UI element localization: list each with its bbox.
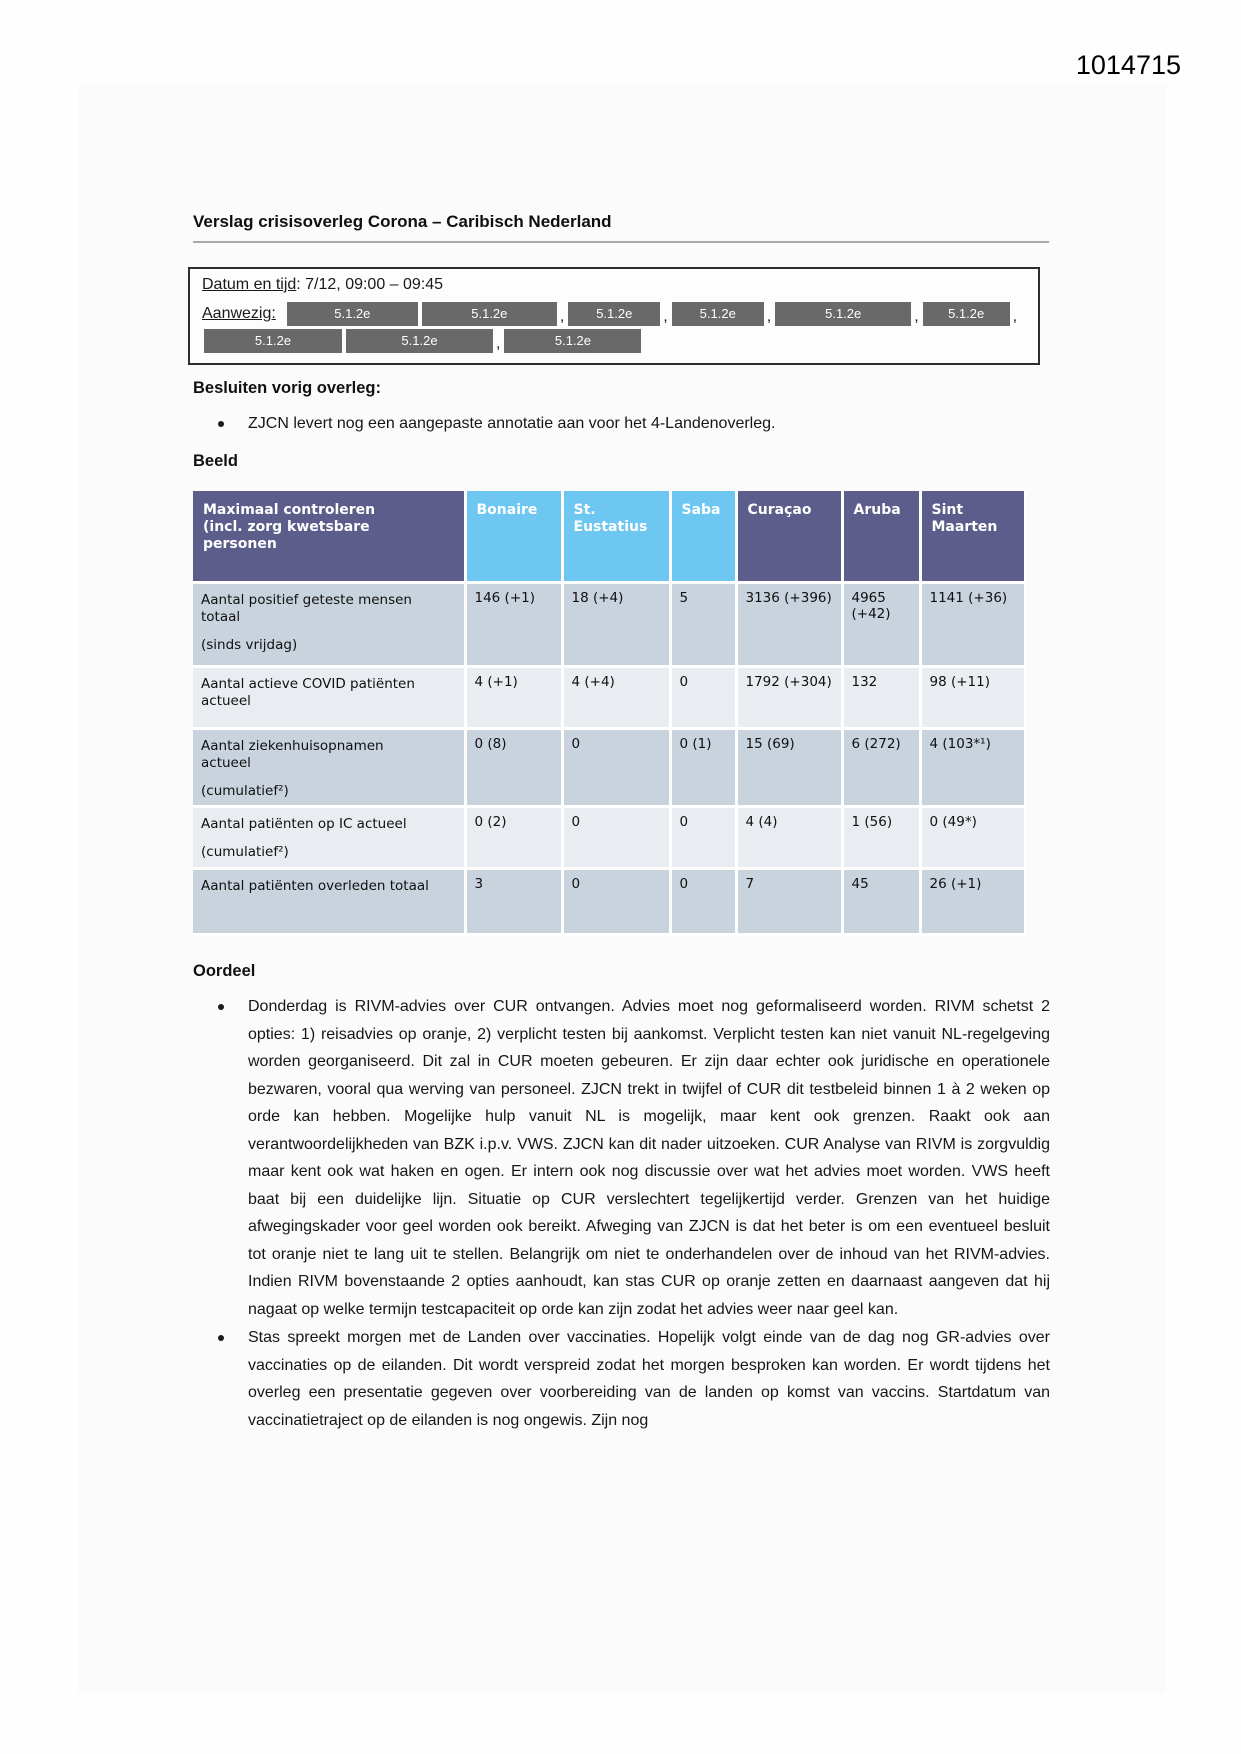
datum-value: : 7/12, 09:00 – 09:45 [296, 276, 444, 293]
oordeel-heading: Oordeel [193, 962, 256, 980]
value-cell: 0 [562, 869, 670, 935]
aanwezig-row-2 [202, 329, 1026, 353]
value-cell: 15 (69) [736, 729, 842, 807]
header-cell-saba: Saba [670, 491, 736, 583]
row-label: Aantal actieve COVID patiënten actueel [201, 676, 415, 709]
value-cell: 3 [465, 869, 562, 935]
table-row-overleden [193, 869, 1025, 935]
row-label: Aantal positief geteste mensen totaal [201, 592, 412, 625]
row-label-sub: (cumulatief²) [201, 783, 289, 799]
redaction-box: 5.1.2e [923, 302, 1010, 326]
value-cell: 98 (+11) [920, 667, 1025, 729]
label-cell [193, 583, 465, 667]
redaction-box: 5.1.2e [346, 329, 493, 353]
bullet-item [193, 410, 1050, 438]
header-cell-maximaal [193, 491, 465, 583]
value-cell: 0 (1) [670, 729, 736, 807]
separator: , [496, 335, 501, 352]
redaction-box: 5.1.2e [204, 329, 342, 353]
table-row-positief-getest [193, 583, 1025, 667]
row-label-sub: (sinds vrijdag) [201, 637, 298, 653]
label-cell [193, 869, 465, 935]
table-row-ziekenhuisopnamen [193, 729, 1025, 807]
value-cell: 1792 (+304) [736, 667, 842, 729]
value-cell: 1141 (+36) [920, 583, 1025, 667]
bullet-text: Donderdag is RIVM-advies over CUR ontvangen. Advies moet nog geformaliseerd worden. RIVM schetst 2 opties: 1) reisadvies op oranje, 2) verplicht testen bij aankomst. Verplicht testen kan niet vanuit NL-regelgeving worden georganiseerd. Dit zal in CUR moeten gebeuren. Er zijn daar echter ook juridische en operationele bezwaren, vooral qua werving van personeel. ZJCN trekt in twijfel of CUR dit testbeleid binnen 1 à 2 weken op orde kan hebben. Mogelijke hulp vanuit NL is mogelijk, maar kent ook grenzen. Raakt ook aan verantwoordelijkheden van BZK i.p.v. VWS. ZJCN kan dit nader uitzoeken. CUR Analyse van RIVM is zorgvuldig maar kent ook wat haken en ogen. Er intern ook nog discussie over wat het advies moet worden. VWS heeft baat bij een duidelijke lijn. Situatie op CUR verslechtert tegelijkertijd verder. Grenzen van het huidige afwegingskader voor geel worden ook bereikt. Afweging van ZJCN is dat het beter is om een eventueel besluit tot oranje niet te lang uit te stellen. Belangrijk om niet te onderhandelen over de inhoud van het RIVM-advies. Indien RIVM bovenstaande 2 opties aanhoudt, kan stas CUR op oranje zetten en daarnaast aangeven dat hij nagaat op welke termijn testcapaciteit op orde kan zijn zodat het advies weer naar geel kan. [248, 998, 1050, 1318]
meta-box [188, 267, 1040, 365]
redaction-box: 5.1.2e [504, 329, 641, 353]
value-cell: 0 [670, 807, 736, 869]
datum-label: Datum en tijd [202, 276, 297, 293]
value-cell: 0 [670, 667, 736, 729]
document-content [193, 0, 1050, 1435]
header-cell-sint-maarten: Sint Maarten [920, 491, 1025, 583]
label-cell [193, 667, 465, 729]
value-cell: 7 [736, 869, 842, 935]
table-row-ic-patienten [193, 807, 1025, 869]
label-cell [193, 807, 465, 869]
value-cell: 4 (4) [736, 807, 842, 869]
header-cell-curacao: Curaçao [736, 491, 842, 583]
redaction-box: 5.1.2e [775, 302, 911, 326]
value-cell: 3136 (+396) [736, 583, 842, 667]
redaction-box: 5.1.2e [287, 302, 418, 326]
bullet-text: Stas spreekt morgen met de Landen over vaccinaties. Hopelijk volgt einde van de dag nog GR-advies over vaccinaties op de eilanden. Dit wordt verspreid zodat het morgen besproken kan worden. Er wordt tijdens het overleg een presentatie gegeven over voorbereiding van de landen op komst van vaccins. Startdatum van vaccinatietraject op de eilanden is nog ongewis. Zijn nog [248, 1329, 1050, 1429]
besluiten-heading: Besluiten vorig overleg: [193, 379, 381, 397]
value-cell: 0 (2) [465, 807, 562, 869]
redaction-box: 5.1.2e [568, 302, 660, 326]
value-cell: 0 [562, 729, 670, 807]
doc-number: 1014715 [1075, 50, 1181, 80]
separator: , [1012, 308, 1018, 325]
separator: , [766, 308, 772, 325]
value-cell: 1 (56) [842, 807, 920, 869]
redaction-box: 5.1.2e [672, 302, 764, 326]
row-label: Aantal patiënten op IC actueel [201, 816, 407, 832]
page-title: Verslag crisisoverleg Corona – Caribisch Nederland [193, 212, 612, 231]
beeld-heading: Beeld [193, 451, 238, 470]
title-rule [193, 241, 1049, 243]
value-cell: 132 [842, 667, 920, 729]
separator: , [559, 308, 565, 325]
value-cell: 4 (+1) [465, 667, 562, 729]
value-cell: 0 [562, 807, 670, 869]
datum-line [202, 276, 1026, 294]
value-cell: 4965 (+42) [842, 583, 920, 667]
separator: , [914, 308, 919, 325]
redaction-box: 5.1.2e [422, 302, 557, 326]
value-cell: 45 [842, 869, 920, 935]
bullet-item [193, 993, 1050, 1323]
value-cell: 0 [670, 869, 736, 935]
value-cell: 4 (103*¹) [920, 729, 1025, 807]
value-cell: 0 (49*) [920, 807, 1025, 869]
value-cell: 6 (272) [842, 729, 920, 807]
header-cell-st-eustatius: St. Eustatius [562, 491, 670, 583]
header-cell-bonaire: Bonaire [465, 491, 562, 583]
value-cell: 18 (+4) [562, 583, 670, 667]
table-row-actieve-patienten [193, 667, 1025, 729]
row-label: Aantal patiënten overleden totaal [201, 878, 429, 894]
row-label: Aantal ziekenhuisopnamen actueel [201, 738, 384, 771]
value-cell: 26 (+1) [920, 869, 1025, 935]
value-cell: 146 (+1) [465, 583, 562, 667]
header-text: Maximaal controleren (incl. zorg kwetsbare personen [203, 501, 376, 552]
besluiten-list [193, 410, 1050, 438]
aanwezig-label: Aanwezig: [202, 305, 276, 323]
table-header-row [193, 491, 1025, 583]
label-cell [193, 729, 465, 807]
header-cell-aruba: Aruba [842, 491, 920, 583]
bullet-item [193, 1324, 1050, 1434]
value-cell: 5 [670, 583, 736, 667]
value-cell: 0 (8) [465, 729, 562, 807]
aanwezig-row-1 [202, 302, 1026, 326]
separator: , [663, 308, 668, 325]
bullet-text: ZJCN levert nog een aangepaste annotatie aan voor het 4-Landenoverleg. [248, 415, 776, 432]
oordeel-list [193, 993, 1050, 1434]
covid-table [193, 491, 1027, 937]
row-label-sub: (cumulatief²) [201, 844, 289, 860]
value-cell: 4 (+4) [562, 667, 670, 729]
aanwezig-block [202, 302, 1026, 353]
